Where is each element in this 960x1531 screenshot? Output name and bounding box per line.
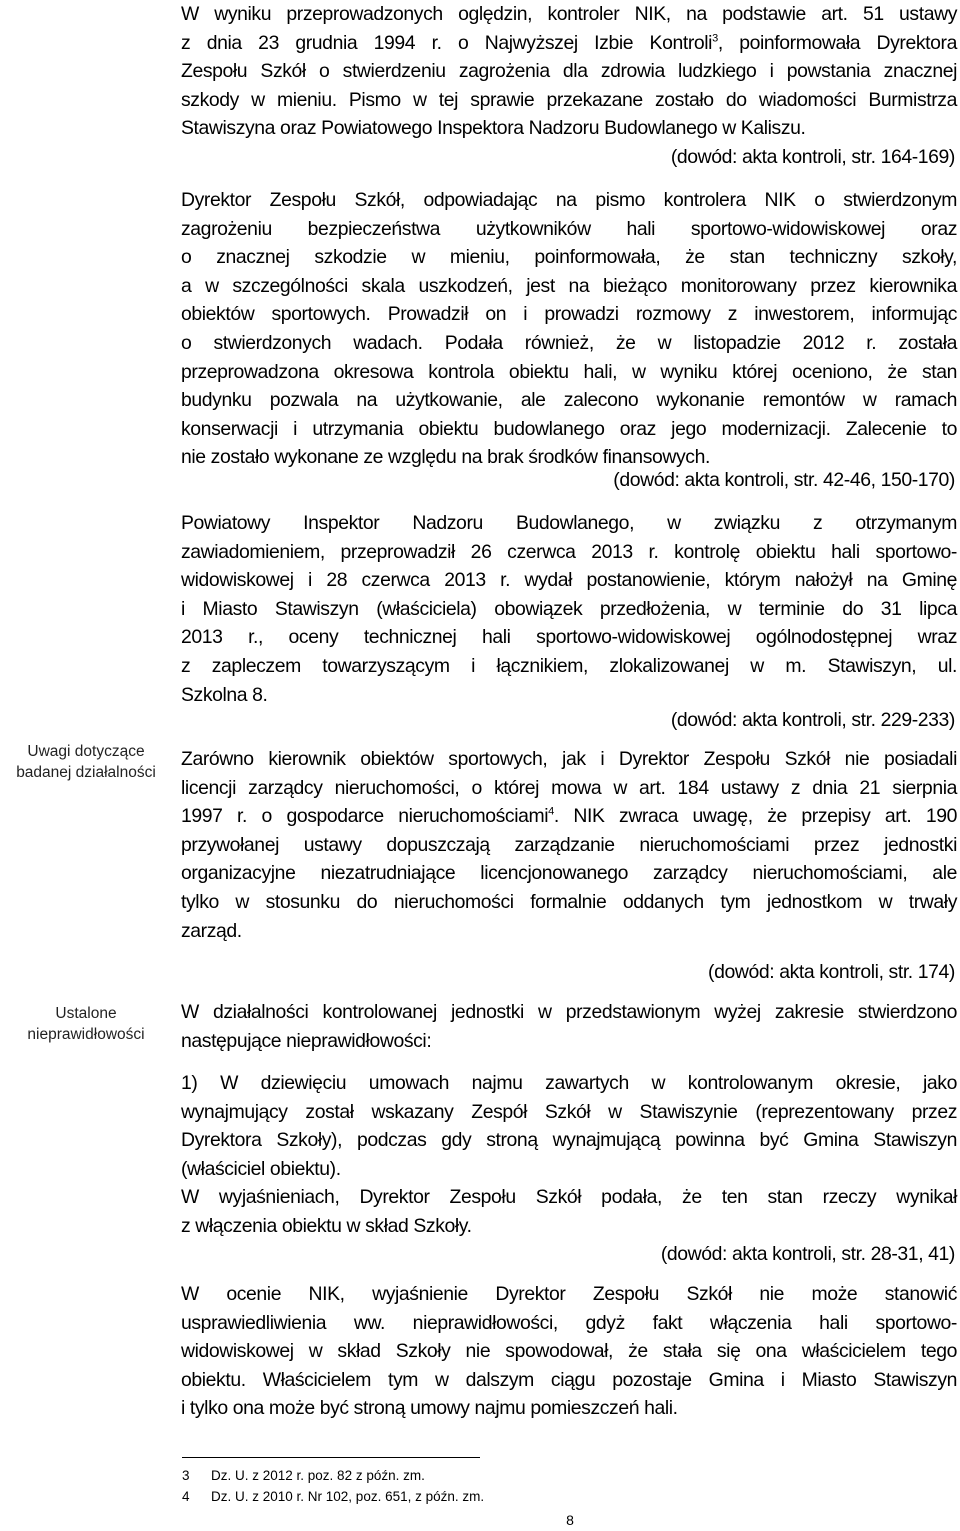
text-line: przeprowadzona okresowa kontrola obiektu hali, w wyniku której oceniono, że stan	[181, 360, 957, 383]
text-line: wynajmujący został wskazany Zespół Szkół w Stawiszynie (reprezentowany przez	[181, 1100, 957, 1123]
text-line: widowiskowej w skład Szkoły nie spowodował, że stała się ona właścicielem tego	[181, 1340, 957, 1363]
text-line: z włączenia obiektu w skład Szkoły.	[181, 1214, 472, 1237]
text-line: zagrożeniu bezpieczeństwa użytkowników hali sportowo-widowiskowej oraz	[181, 217, 957, 240]
text-line: zarząd.	[181, 919, 242, 942]
paragraph-nik-assessment	[181, 1280, 957, 1423]
evidence-reference: (dowód: akta kontroli, str. 174)	[708, 961, 955, 983]
text-line: z zapleczem towarzyszącym i łącznikiem, zlokalizowanej w m. Stawiszyn, ul.	[181, 654, 957, 677]
paragraph-licences	[181, 745, 957, 945]
text-line: Dyrektor Zespołu Szkół, odpowiadając na pismo kontrolera NIK o stwierdzonym	[181, 189, 957, 211]
paragraph-director-response	[181, 186, 957, 472]
paragraph-findings-intro	[181, 998, 957, 1055]
evidence-reference: (dowód: akta kontroli, str. 229-233)	[670, 709, 955, 731]
sidebar-note-irregularities: Ustalone nieprawidłowości	[27, 1005, 145, 1043]
evidence-reference: (dowód: akta kontroli, str. 164-169)	[670, 146, 955, 168]
text-line: konserwacji i utrzymania obiektu budowlanego oraz jego modernizacji. Zalecenie to	[181, 417, 957, 440]
text-line: budynku pozwala na użytkowanie, ale zalecono wykonanie remontów w ramach	[181, 389, 957, 412]
text-line: o znacznej szkodzie w mieniu, poinformowała, że stan techniczny szkoły,	[181, 246, 957, 269]
text-segment: , poinformowała Dyrektora	[717, 31, 957, 54]
text-line: W wyjaśnieniach, Dyrektor Zespołu Szkół podała, że ten stan rzeczy wynikał	[181, 1186, 957, 1209]
text-line: następujące nieprawidłowości:	[181, 1029, 432, 1052]
text-line: Szkolna 8.	[181, 683, 268, 706]
text-line: W wyniku przeprowadzonych oględzin, kontroler NIK, na podstawie art. 51 ustawy	[181, 3, 957, 25]
footnote-number: 4	[182, 1489, 190, 1504]
paragraph-finding-1	[181, 1069, 957, 1241]
text-line: przywołanej ustawy dopuszczają zarządzanie nieruchomościami przez jednostki	[181, 833, 957, 856]
sidebar-note-remarks: Uwagi dotyczące badanej działalności	[16, 743, 156, 781]
text-line: obiektów sportowych. Prowadził on i prowadzi rozmowy z inwestorem, informując	[181, 303, 957, 326]
text-line: 2013 r., oceny technicznej hali sportowo-widowiskowej ogólnodostępnej wraz	[181, 626, 957, 649]
text-segment: . NIK zwraca uwagę, że przepisy art. 190	[553, 805, 957, 828]
text-line: W działalności kontrolowanej jednostki w przedstawionym wyżej zakresie stwierdzono	[181, 1001, 957, 1023]
text-line: Powiatowy Inspektor Nadzoru Budowlanego, w związku z otrzymanym	[181, 512, 957, 534]
footnote-ref: 3	[712, 32, 718, 45]
text-line: i Miasto Stawiszyn (właściciela) obowiązek przedłożenia, w terminie do 31 lipca	[181, 597, 957, 620]
text-segment: z dnia 23 grudnia 1994 r. o Najwyższej Izbie Kontroli	[181, 31, 713, 54]
text-line: usprawiedliwienia ww. nieprawidłowości, gdyż fakt włączenia hali sportowo-	[181, 1311, 957, 1334]
text-line: szkody w mieniu. Pismo w tej sprawie przekazane zostało do wiadomości Burmistrza	[181, 88, 957, 111]
text-line: (właściciel obiektu).	[181, 1157, 341, 1180]
text-line: widowiskowej i 28 czerwca 2013 r. wydał postanowienie, którym nałożył na Gminę	[181, 569, 957, 592]
text-line	[181, 802, 957, 831]
text-line: tylko w stosunku do nieruchomości formalnie oddanych tym jednostkom w trwały	[181, 890, 957, 913]
text-line: Dyrektora Szkoły), podczas gdy stroną wynajmującą powinna być Gmina Stawiszyn	[181, 1129, 957, 1152]
text-line: zawiadomieniem, przeprowadził 26 czerwca 2013 r. kontrolę obiektu hali sportowo-	[181, 540, 957, 563]
text-line	[181, 29, 957, 58]
paragraph-building-inspector	[181, 509, 957, 709]
paragraph-inspection	[181, 0, 957, 143]
text-line: 1) W dziewięciu umowach najmu zawartych w kontrolowanym okresie, jako	[181, 1072, 957, 1094]
text-line: obiektu. Właścicielem tym w dalszym ciągu pozostaje Gmina i Miasto Stawiszyn	[181, 1368, 957, 1391]
text-line: o stwierdzonych wadach. Podała również, że w listopadzie 2012 r. została	[181, 331, 957, 354]
text-line: nie zostało wykonane ze względu na brak środków finansowych.	[181, 446, 710, 469]
text-line: i tylko ona może być stroną umowy najmu pomieszczeń hali.	[181, 1397, 678, 1420]
evidence-reference: (dowód: akta kontroli, str. 42-46, 150-170)	[613, 469, 955, 491]
text-line: Zespołu Szkół o stwierdzeniu zagrożenia dla zdrowia ludzkiego i powstania znacznej	[181, 60, 957, 83]
text-line: Zarówno kierownik obiektów sportowych, jak i Dyrektor Zespołu Szkół nie posiadali	[181, 748, 957, 770]
text-line: a w szczególności skala uszkodzeń, jest na bieżąco monitorowany przez kierownika	[181, 274, 957, 297]
text-line: licencji zarządcy nieruchomości, o której mowa w art. 184 ustawy z dnia 21 sierpnia	[181, 776, 957, 799]
evidence-reference: (dowód: akta kontroli, str. 28-31, 41)	[660, 1243, 955, 1265]
footnote-text: Dz. U. z 2010 r. Nr 102, poz. 651, z późn. zm.	[211, 1489, 485, 1504]
text-line: organizacyjne niezatrudniające licencjonowanego zarządcy nieruchomościami, ale	[181, 862, 957, 885]
footnote	[182, 1467, 425, 1485]
text-line: Stawiszyna oraz Powiatowego Inspektora Nadzoru Budowlanego w Kaliszu.	[181, 117, 806, 140]
footnote-number: 3	[182, 1468, 190, 1483]
text-segment: 1997 r. o gospodarce nieruchomościami	[181, 805, 549, 828]
footnote-text: Dz. U. z 2012 r. poz. 82 z późn. zm.	[211, 1468, 425, 1483]
footnote-ref: 4	[548, 805, 554, 818]
footnote-separator	[182, 1457, 480, 1458]
footnote	[182, 1488, 484, 1506]
text-line: W ocenie NIK, wyjaśnienie Dyrektor Zespołu Szkół nie może stanowić	[181, 1283, 957, 1305]
page-number: 8	[566, 1512, 574, 1528]
